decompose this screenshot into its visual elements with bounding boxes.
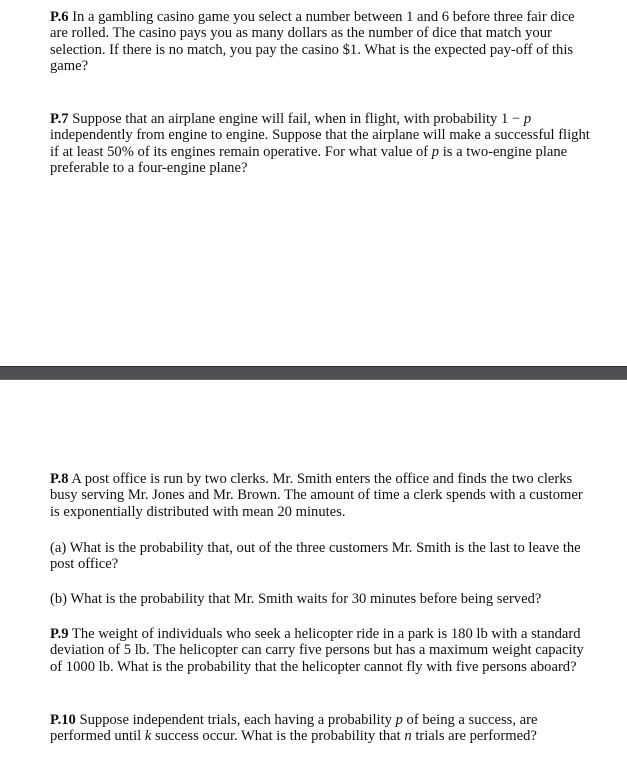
problem-p7-text-3: is a two-engine plane preferable to a four-engine plane? [50, 143, 568, 177]
problem-p10-var-p: p [395, 712, 403, 728]
problem-p9 [50, 626, 595, 675]
problem-p10-var-k: k [144, 728, 152, 745]
problem-p6 [50, 9, 595, 75]
problem-p6-text: In a gambling casino game you select a number between 1 and 6 before three fair dice are rolled. The casino pays you as many dollars as the number of dice that match your selection. If there is no match, you pay the casino $1. What is the expected pay-off of this game? [50, 9, 575, 75]
problem-p10-text-1: Suppose independent trials, each having a probability [79, 712, 396, 728]
page-separator [0, 366, 627, 380]
problem-p8 [50, 471, 595, 520]
problem-p10-text-4: trials are performed? [411, 728, 537, 745]
problem-p7-var-p-2: p [431, 143, 440, 160]
problem-p7-text-1: Suppose that an airplane engine will fail, when in flight, with probability 1 − [72, 111, 524, 127]
problem-p10-text-2: of being a success, are performed until [50, 712, 538, 745]
problem-p9-text: The weight of individuals who seek a helicopter ride in a park is 180 lb with a standard deviation of 5 lb. The helicopter can carry five persons but has a maximum weight capacity of 1000 lb. What is the probability that the helicopter cannot fly with five persons aboard? [50, 626, 584, 675]
problem-p7-text-2: independently from engine to engine. Suppose that the airplane will make a successful flight if at least 50% of its engines remain operative. For what value of [50, 127, 590, 160]
problem-p10-text-3: success occur. What is the probability that [151, 728, 405, 745]
problem-p8-id: P.8 [50, 471, 69, 487]
problem-p9-id: P.9 [50, 626, 69, 642]
problem-p8-text: A post office is run by two clerks. Mr. Smith enters the office and finds the two clerks busy serving Mr. Jones and Mr. Brown. The amount of time a clerk spends with a customer is exponentially distributed with mean 20 minutes. [50, 471, 583, 520]
problem-p8-part-a: (a) What is the probability that, out of the three customers Mr. Smith is the last to leave the post office? [50, 540, 581, 573]
problem-p10 [50, 712, 595, 745]
problem-p10-id: P.10 [50, 712, 76, 728]
problem-p7-var-p: p [523, 111, 532, 127]
problem-p6-id: P.6 [50, 9, 69, 25]
problem-p8-part-b: (b) What is the probability that Mr. Smith waits for 30 minutes before being served? [50, 591, 542, 607]
problem-p7 [50, 111, 595, 177]
problem-p7-id: P.7 [50, 111, 69, 127]
problem-p10-var-n: n [404, 728, 412, 745]
